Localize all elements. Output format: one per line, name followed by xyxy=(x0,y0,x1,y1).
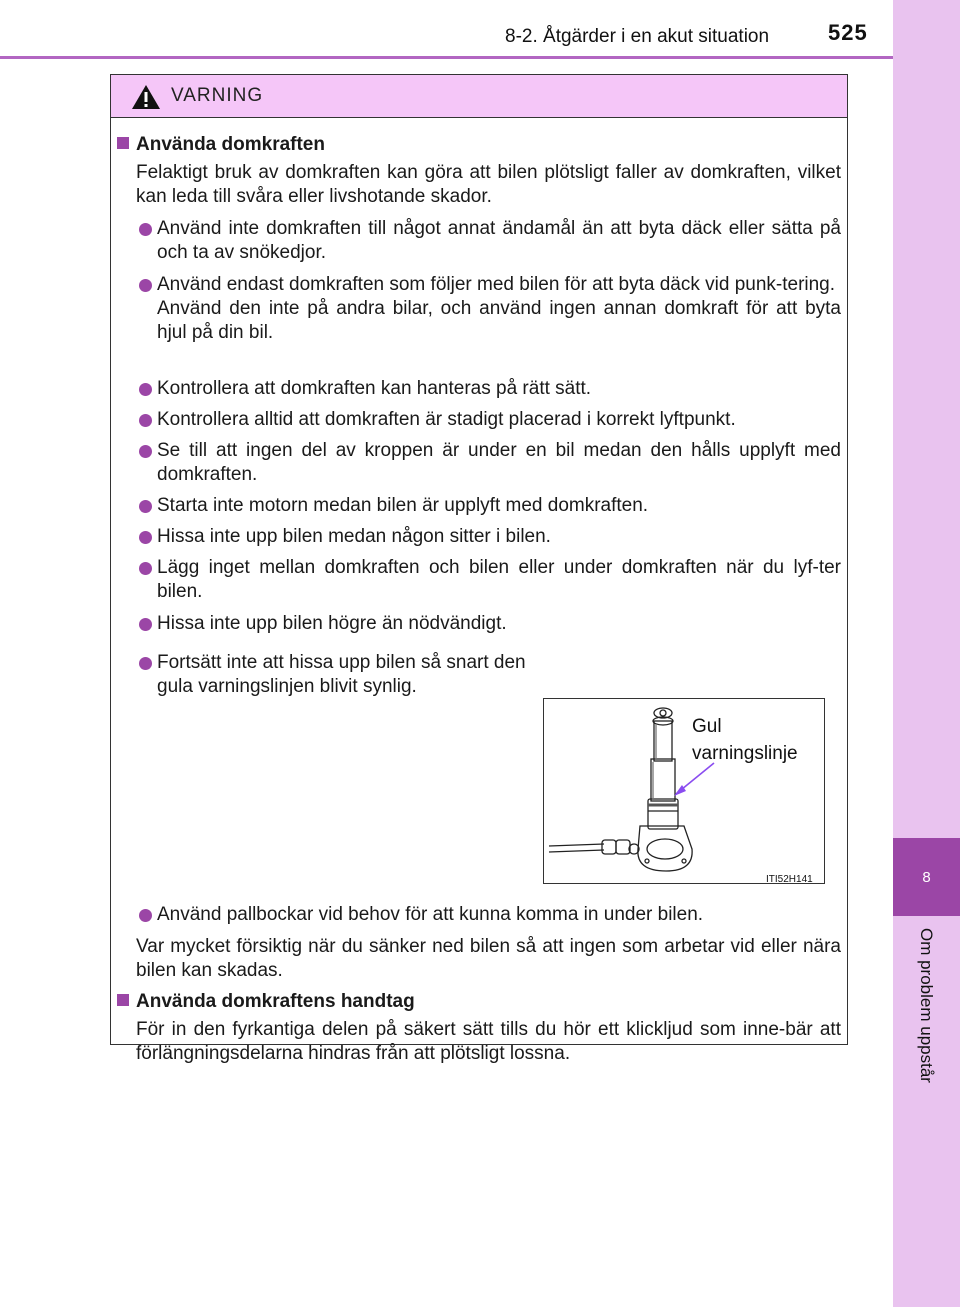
bullet-item: Hissa inte upp bilen högre än nödvändigt. xyxy=(136,612,841,636)
section1-intro: Felaktigt bruk av domkraften kan göra att bilen plötsligt faller av domkraften, vilket kan leda till svåra eller livshotande skador. xyxy=(136,162,841,207)
bullet-item: Starta inte motorn medan bilen är upplyft med domkraften. xyxy=(136,494,841,518)
bullet-item: Använd pallbockar vid behov för att kunna komma in under bilen. xyxy=(136,903,841,927)
header-rule xyxy=(0,56,893,59)
figure-label: Gul varningslinje xyxy=(692,716,798,764)
section1-heading: Använda domkraften xyxy=(117,133,325,157)
bullet-item: Lägg inget mellan domkraften och bilen eller under domkraften när du lyf-ter bilen. xyxy=(136,556,841,604)
bullet-dot-icon xyxy=(139,909,152,922)
bullet-item: Hissa inte upp bilen medan någon sitter i bilen. xyxy=(136,525,841,549)
page-number: 525 xyxy=(828,20,868,45)
bullet-dot-icon xyxy=(139,414,152,427)
bullet-item: Kontrollera alltid att domkraften är stadigt placerad i korrekt lyftpunkt. xyxy=(136,408,841,432)
section2-heading: Använda domkraftens handtag xyxy=(117,990,415,1014)
chapter-sidebar xyxy=(893,0,960,1307)
section1-closing: Var mycket försiktig när du sänker ned bilen så att ingen som arbetar vid eller nära bilen kan skadas. xyxy=(136,936,841,981)
bullet-dot-icon xyxy=(139,618,152,631)
warning-triangle-icon xyxy=(131,84,161,110)
warning-header xyxy=(111,75,847,118)
square-bullet-icon xyxy=(117,137,129,149)
bullet-dot-icon xyxy=(139,531,152,544)
bullet-dot-icon xyxy=(139,562,152,575)
bullet-item: Använd inte domkraften till något annat ändamål än att byta däck eller sätta på och ta av snökedjor. xyxy=(136,217,841,265)
chapter-title: Om problem uppstår xyxy=(917,928,936,1083)
section2-text: För in den fyrkantiga delen på säkert sätt tills du hör ett klickljud som inne-bär att förlängningsdelarna hindras från att plötsligt lossna. xyxy=(136,1019,841,1064)
bullet-dot-icon xyxy=(139,383,152,396)
bullet-dot-icon xyxy=(139,500,152,513)
chapter-number-tab[interactable]: 8 xyxy=(893,838,960,916)
bullet-item: Fortsätt inte att hissa upp bilen så snart den gula varningslinjen blivit synlig. xyxy=(136,651,531,699)
figure-code: ITI52H141 xyxy=(766,874,813,885)
bullet-item: Kontrollera att domkraften kan hanteras på rätt sätt. xyxy=(136,377,841,401)
warning-box xyxy=(110,74,848,1064)
bullet-dot-icon xyxy=(139,445,152,458)
bullet-item: Använd endast domkraften som följer med bilen för att byta däck vid punk-tering. Använd den inte på andra bilar, och använd ingen annan domkraft för att byta hjul på din bil. xyxy=(136,273,841,345)
warning-title: VARNING xyxy=(171,85,264,106)
section-title: 8-2. Åtgärder i en akut situation xyxy=(505,26,770,47)
bullet-dot-icon xyxy=(139,657,152,670)
bullet-item: Se till att ingen del av kroppen är under en bil medan den hålls upplyft med domkraften. xyxy=(136,439,841,487)
bullet-extra-text: Använd den inte på andra bilar, och använd ingen annan domkraft för att byta hjul på din bil. xyxy=(157,298,841,343)
bullet-dot-icon xyxy=(139,223,152,236)
bullet-dot-icon xyxy=(139,279,152,292)
jack-illustration xyxy=(543,698,825,884)
square-bullet-icon xyxy=(117,994,129,1006)
